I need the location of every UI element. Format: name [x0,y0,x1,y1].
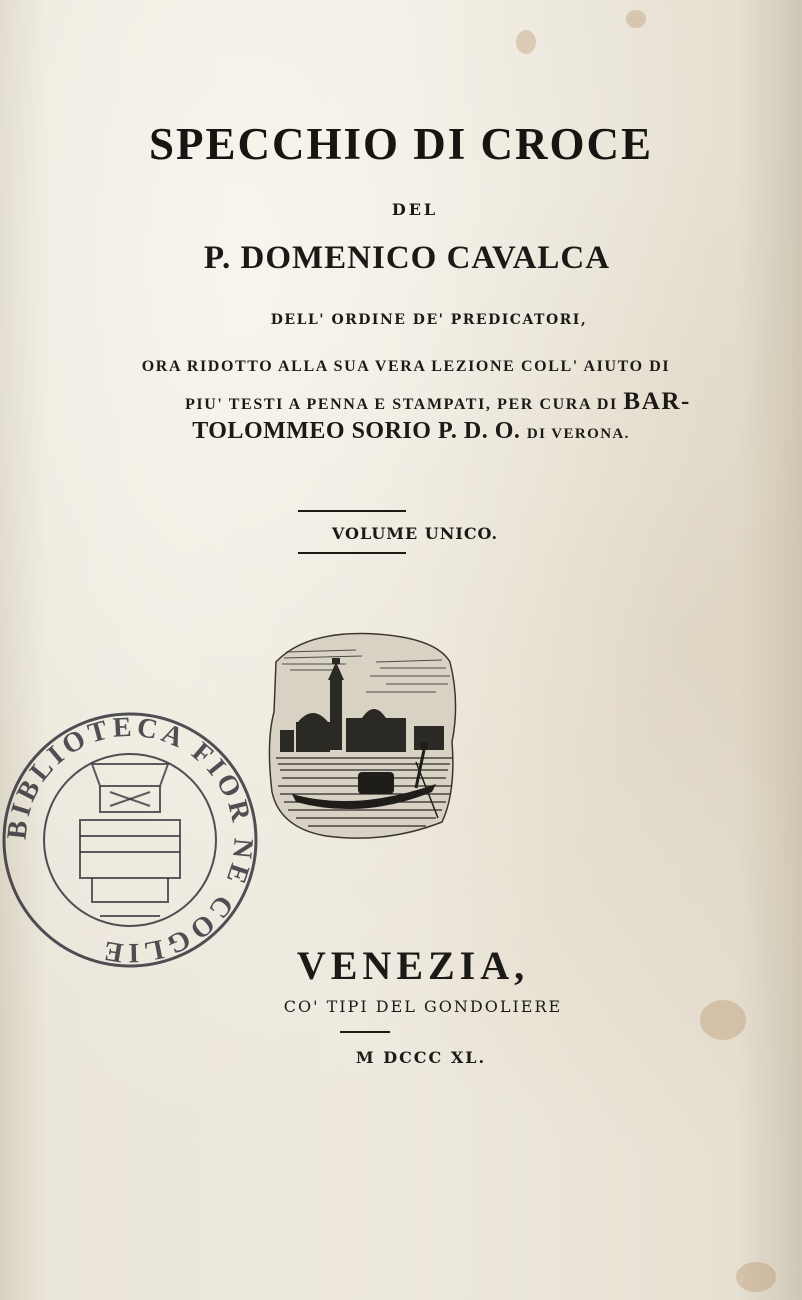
foxing-spot [626,10,646,28]
imprint-printer: CO' TIPI DEL GONDOLIERE [283,997,563,1016]
book-title: SPECCHIO DI CROCE [148,119,654,169]
foxing-spot [516,30,536,54]
venice-vignette-illustration [266,622,462,844]
rule-top [298,510,406,512]
editor-line-3 [0,418,802,452]
imprint-date: M DCCC XL. [355,1048,487,1067]
rule-bottom [298,552,406,554]
editor-line-2 [0,388,802,418]
library-stamp [0,702,260,978]
rule-imprint [340,1031,390,1033]
author-name: P. DOMENICO CAVALCA [203,240,611,276]
editor-city: DI VERONA. [526,426,630,442]
editor-line-2-text: PIU' TESTI A PENNA E STAMPATI, PER CURA DI [185,396,624,413]
editor-line-1: ORA RIDOTTO ALLA SUA VERA LEZIONE COLL' AIUTO DI [141,358,671,375]
stamp-text: BIBLIOTECA FIOR NE COGLIE [1,711,259,969]
editor-statement [0,358,802,452]
volume-label: VOLUME UNICO. [331,524,499,543]
imprint-city: VENEZIA, [296,943,530,988]
author-order: DELL' ORDINE DE' PREDICATORI, [270,312,588,328]
preposition-del: DEL [391,200,439,219]
editor-name: TOLOMMEO SORIO P. D. O. [192,418,527,444]
foxing-spot [736,1262,776,1292]
editor-line-2-hyphenated: BAR- [623,388,691,415]
